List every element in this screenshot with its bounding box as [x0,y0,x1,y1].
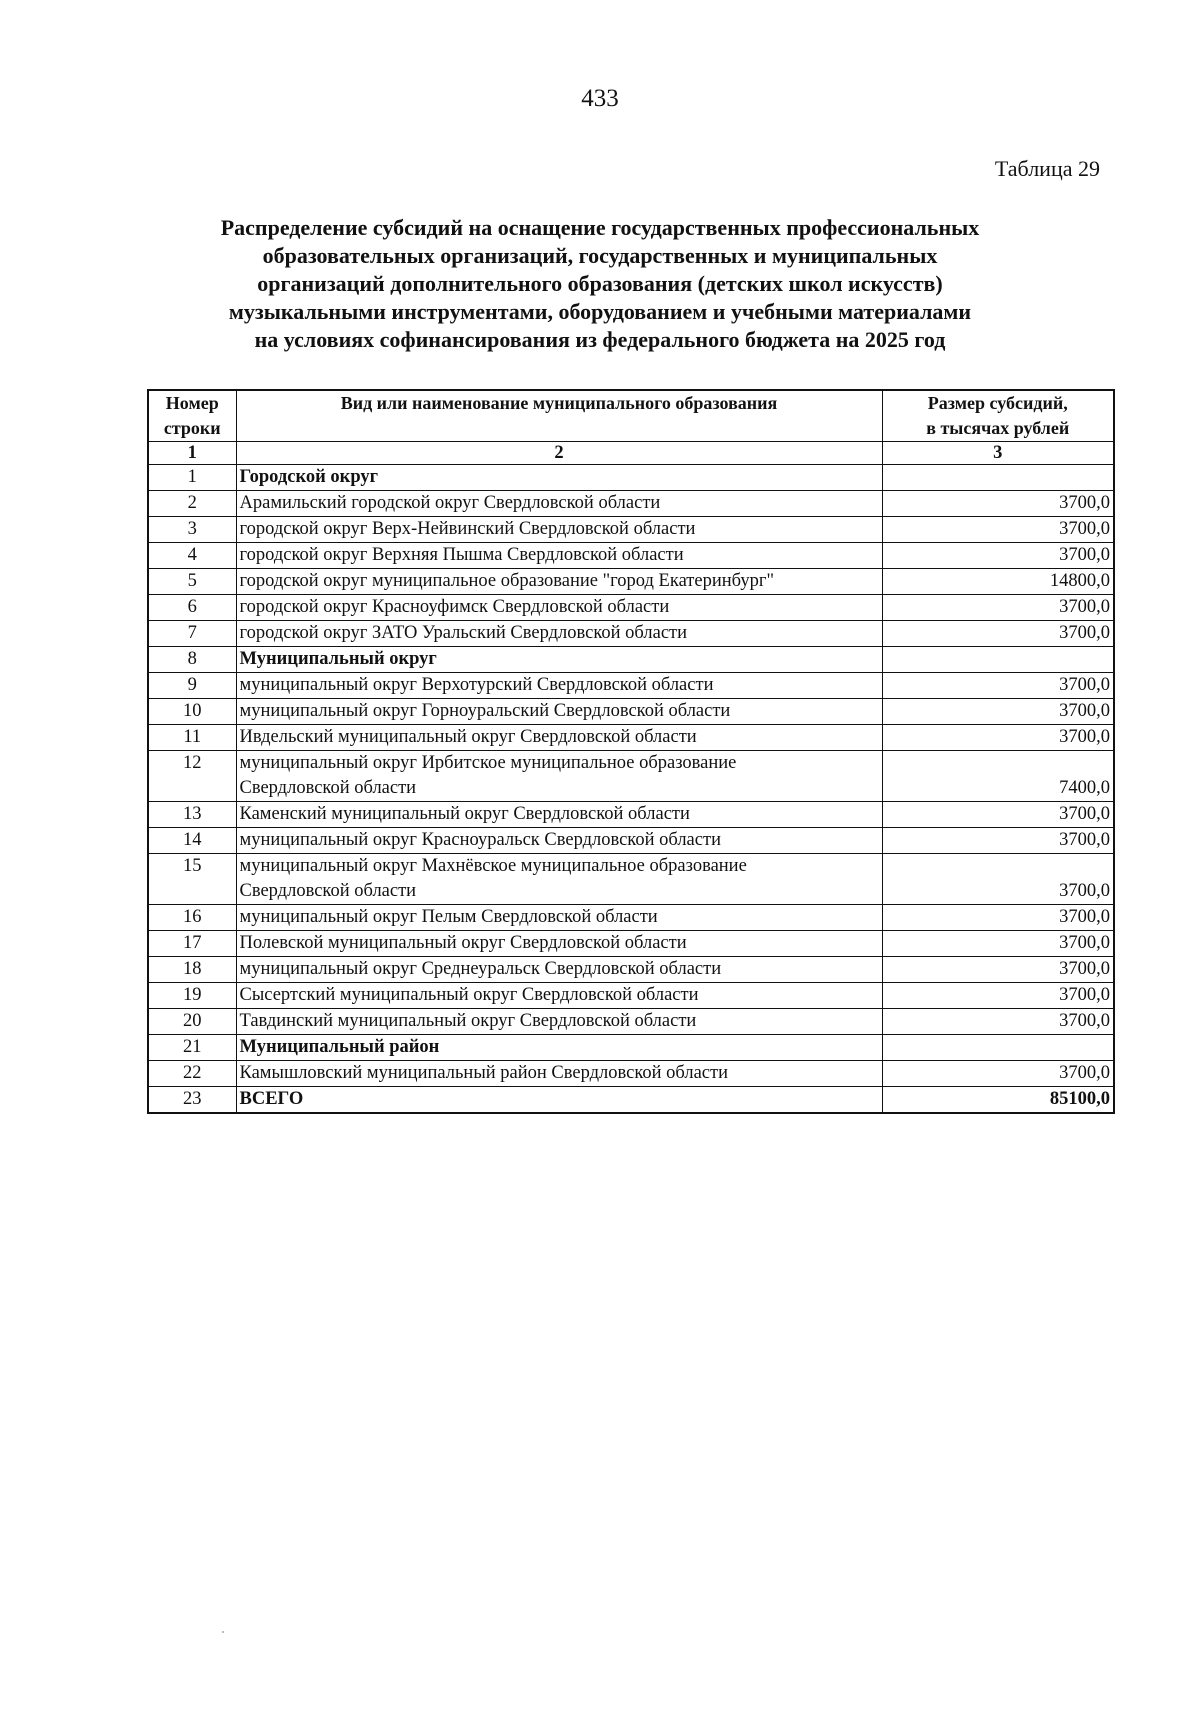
table-row [148,621,1114,647]
municipality-name-cell [236,751,882,802]
table-row [148,699,1114,725]
subsidy-amount-cell: 3700,0 [882,595,1114,621]
column-index: 3 [882,442,1114,465]
row-number-cell: 3 [148,517,236,543]
page-number: 433 [581,85,619,112]
table-row [148,1035,1114,1061]
subsidy-amount-cell: 3700,0 [882,725,1114,751]
column-index: 1 [148,442,236,465]
column-index-row [148,442,1114,465]
table-row [148,1087,1114,1114]
subsidy-amount-cell: 3700,0 [882,983,1114,1009]
header-text: Размер субсидий, [927,393,1068,413]
table-row [148,543,1114,569]
row-number-cell: 10 [148,699,236,725]
subsidy-amount-cell: 3700,0 [882,543,1114,569]
row-number-cell: 9 [148,673,236,699]
row-number-cell: 11 [148,725,236,751]
row-number-cell: 12 [148,751,236,802]
row-number-cell: 14 [148,828,236,854]
table-row [148,802,1114,828]
header-text: Номер [165,393,219,413]
municipality-name-cell: Муниципальный район [236,1035,882,1061]
municipality-name-cell: городской округ Верх-Нейвинский Свердловской области [236,517,882,543]
subsidy-amount-cell: 14800,0 [882,569,1114,595]
row-number-cell: 15 [148,854,236,905]
subsidy-amount-cell [882,465,1114,491]
table-row [148,647,1114,673]
subsidy-amount-cell [882,1035,1114,1061]
municipality-name-cell: городской округ муниципальное образование "город Екатеринбург" [236,569,882,595]
row-number-cell: 16 [148,905,236,931]
header-text: строки [163,418,221,438]
table-row [148,905,1114,931]
table-row [148,854,1114,905]
header-subsidy-amount [882,390,1114,442]
subsidy-amount-cell: 3700,0 [882,699,1114,725]
subsidy-amount-cell: 3700,0 [882,621,1114,647]
title-line: образовательных организаций, государственных и муниципальных [262,243,938,268]
row-number-cell: 8 [148,647,236,673]
row-number-cell: 1 [148,465,236,491]
subsidy-amount-cell: 3700,0 [882,905,1114,931]
subsidy-amount-cell: 85100,0 [882,1087,1114,1114]
municipality-name-cell: Арамильский городской округ Свердловской области [236,491,882,517]
municipality-name-cell: городской округ Красноуфимск Свердловской области [236,595,882,621]
column-index: 2 [236,442,882,465]
title-line: на условиях софинансирования из федерального бюджета на 2025 год [254,327,946,352]
title-line: музыкальными инструментами, оборудованием и учебными материалами [228,299,972,324]
municipality-name-cell [236,854,882,905]
municipality-name-cell: Камышловский муниципальный район Свердловской области [236,1061,882,1087]
municipality-name-line: Свердловской области [239,881,417,901]
table-row [148,673,1114,699]
municipality-name-cell: Ивдельский муниципальный округ Свердловской области [236,725,882,751]
table-label: Таблица 29 [994,156,1100,181]
subsidy-amount-cell: 3700,0 [882,828,1114,854]
table-row [148,931,1114,957]
table-row [148,569,1114,595]
table-row [148,595,1114,621]
header-text: в тысячах рублей [926,418,1070,438]
title-line: организаций дополнительного образования (детских школ искусств) [257,271,943,296]
table-row [148,517,1114,543]
subsidy-amount-cell: 3700,0 [882,673,1114,699]
subsidy-amount-cell: 3700,0 [882,931,1114,957]
subsidy-amount-cell: 3700,0 [882,1009,1114,1035]
row-number-cell: 17 [148,931,236,957]
row-number-cell: 18 [148,957,236,983]
table-row [148,983,1114,1009]
row-number-cell: 19 [148,983,236,1009]
table-header [148,390,1114,465]
subsidy-amount-cell: 3700,0 [882,517,1114,543]
municipality-name-cell: Каменский муниципальный округ Свердловской области [236,802,882,828]
title-line: Распределение субсидий на оснащение государственных профессиональных [220,215,980,240]
row-number-cell: 21 [148,1035,236,1061]
municipality-name-cell: муниципальный округ Среднеуральск Свердловской области [236,957,882,983]
row-number-cell: 20 [148,1009,236,1035]
municipality-name-cell: муниципальный округ Верхотурский Свердловской области [236,673,882,699]
municipality-name-line: Свердловской области [239,778,417,798]
table-row [148,491,1114,517]
subsidy-amount-cell: 3700,0 [882,1061,1114,1087]
municipality-name-cell: городской округ ЗАТО Уральский Свердловской области [236,621,882,647]
row-number-cell: 5 [148,569,236,595]
subsidy-amount-cell: 7400,0 [882,751,1114,802]
municipality-name-cell: муниципальный округ Горноуральский Свердловской области [236,699,882,725]
municipality-name-cell: Сысертский муниципальный округ Свердловской области [236,983,882,1009]
table-row [148,751,1114,802]
table-row [148,465,1114,491]
row-number-cell: 23 [148,1087,236,1114]
table-row [148,1061,1114,1087]
row-number-cell: 7 [148,621,236,647]
scan-speck [222,1631,224,1633]
municipality-name-cell: Городской округ [236,465,882,491]
row-number-cell: 4 [148,543,236,569]
row-number-cell: 22 [148,1061,236,1087]
header-row-number [148,390,236,442]
table-row [148,725,1114,751]
subsidy-amount-cell: 3700,0 [882,802,1114,828]
municipality-name-line: муниципальный округ Махнёвское муниципальное образование [239,856,747,876]
document-title [150,214,1050,354]
municipality-name-cell: муниципальный округ Красноуральск Свердловской области [236,828,882,854]
row-number-cell: 2 [148,491,236,517]
municipality-name-cell: Муниципальный округ [236,647,882,673]
row-number-cell: 13 [148,802,236,828]
subsidy-amount-cell [882,647,1114,673]
header-municipality: Вид или наименование муниципального образования [236,390,882,442]
municipality-name-cell: городской округ Верхняя Пышма Свердловской области [236,543,882,569]
municipality-name-cell: Тавдинский муниципальный округ Свердловской области [236,1009,882,1035]
municipality-name-cell: ВСЕГО [236,1087,882,1114]
table-row [148,957,1114,983]
subsidy-amount-cell: 3700,0 [882,491,1114,517]
subsidy-table [147,389,1115,1114]
header-row [148,390,1114,442]
municipality-name-cell: Полевской муниципальный округ Свердловской области [236,931,882,957]
municipality-name-cell: муниципальный округ Пелым Свердловской области [236,905,882,931]
municipality-name-line: муниципальный округ Ирбитское муниципальное образование [239,753,737,773]
table-body [148,465,1114,1114]
subsidy-amount-cell: 3700,0 [882,854,1114,905]
row-number-cell: 6 [148,595,236,621]
subsidy-amount-cell: 3700,0 [882,957,1114,983]
table-row [148,1009,1114,1035]
table-row [148,828,1114,854]
